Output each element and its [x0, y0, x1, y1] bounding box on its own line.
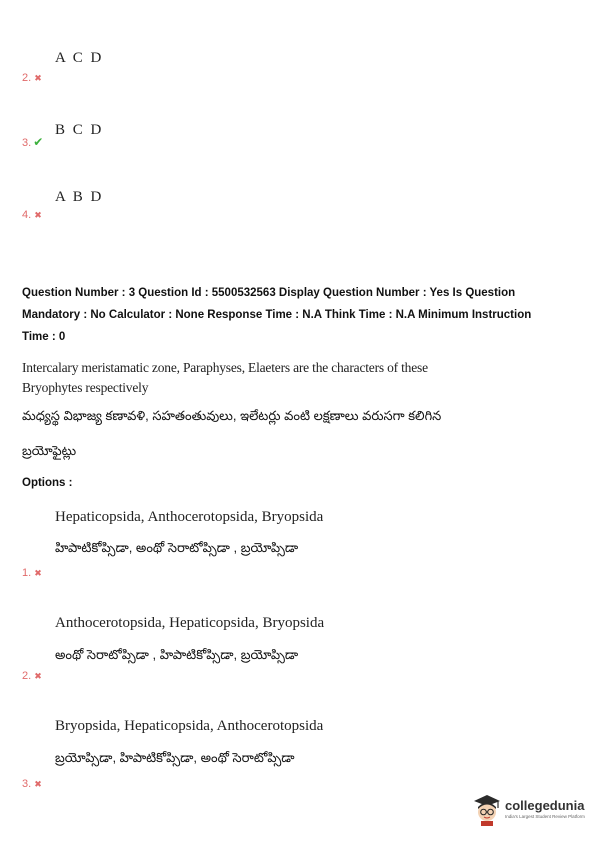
prev-option-4-number: [22, 205, 42, 223]
question-text-en-line2: Bryophytes respectively: [22, 380, 149, 395]
option-1-number: [22, 563, 42, 581]
logo-wordmark: collegedunia: [505, 797, 585, 813]
option-number: 2.: [22, 72, 32, 84]
prev-option-2-text: A C D: [55, 50, 104, 66]
option-number: 3.: [22, 137, 32, 149]
option-3-text-en: Bryopsida, Hepaticopsida, Anthocerotopsida: [55, 718, 324, 734]
question-meta-line: Mandatory : No Calculator : None Response Time : N.A Think Time : N.A Minimum Instruction: [22, 309, 532, 321]
option-3-text-te: బ్రయోప్సిడా, హిపాటికోప్సిడా, అంథో సెరాటోప్సిడా: [55, 750, 295, 765]
cross-icon: ✖: [34, 73, 42, 83]
prev-option-3-text: B C D: [55, 122, 104, 138]
option-1-text-en: Hepaticopsida, Anthocerotopsida, Bryopsida: [55, 509, 324, 525]
question-text-te-line2: బ్రయోఫైట్లు: [22, 443, 77, 458]
collegedunia-logo: [472, 792, 585, 826]
question-meta-line: Time : 0: [22, 331, 66, 343]
cross-icon: ✖: [34, 779, 42, 789]
check-icon: ✔: [33, 135, 44, 149]
option-2-text-te: అంథో సెరాటోప్సిడా , హిపాటికోప్సిడా, బ్రయోప్సిడా: [55, 647, 299, 662]
option-1-text-te: హిపాటికోప్సిడా, అంథో సెరాటోప్సిడా , బ్రయోప్సిడా: [55, 540, 299, 555]
option-number: 1.: [22, 567, 32, 579]
option-3-number: [22, 774, 42, 792]
cross-icon: ✖: [34, 568, 42, 578]
option-number: 2.: [22, 670, 32, 682]
graduate-mascot-icon: [472, 792, 502, 826]
cross-icon: ✖: [34, 671, 42, 681]
option-number: 3.: [22, 778, 32, 790]
question-meta: [22, 282, 587, 348]
question-meta-line: Question Number : 3 Question Id : 5500532563 Display Question Number : Yes Is Question: [22, 287, 516, 299]
option-number: 4.: [22, 209, 32, 221]
question-text-en-line1: Intercalary meristamatic zone, Paraphyses, Elaeters are the characters of these: [22, 360, 428, 375]
option-2-text-en: Anthocerotopsida, Hepaticopsida, Bryopsida: [55, 615, 325, 631]
options-label: Options :: [22, 477, 73, 489]
prev-option-2-number: [22, 68, 42, 86]
question-text-te-line1: మధ్యస్థ విభాజ్య కణావళి, సహతంతువులు, ఇలేటర్లు వంటి లక్షణాలు వరుసగా కలిగిన: [22, 408, 442, 423]
logo-tagline: India's Largest Student Review Platform: [505, 813, 585, 819]
cross-icon: ✖: [34, 210, 42, 220]
option-2-number: [22, 666, 42, 684]
prev-option-3-number: [22, 133, 43, 151]
prev-option-4-text: A B D: [55, 189, 104, 205]
